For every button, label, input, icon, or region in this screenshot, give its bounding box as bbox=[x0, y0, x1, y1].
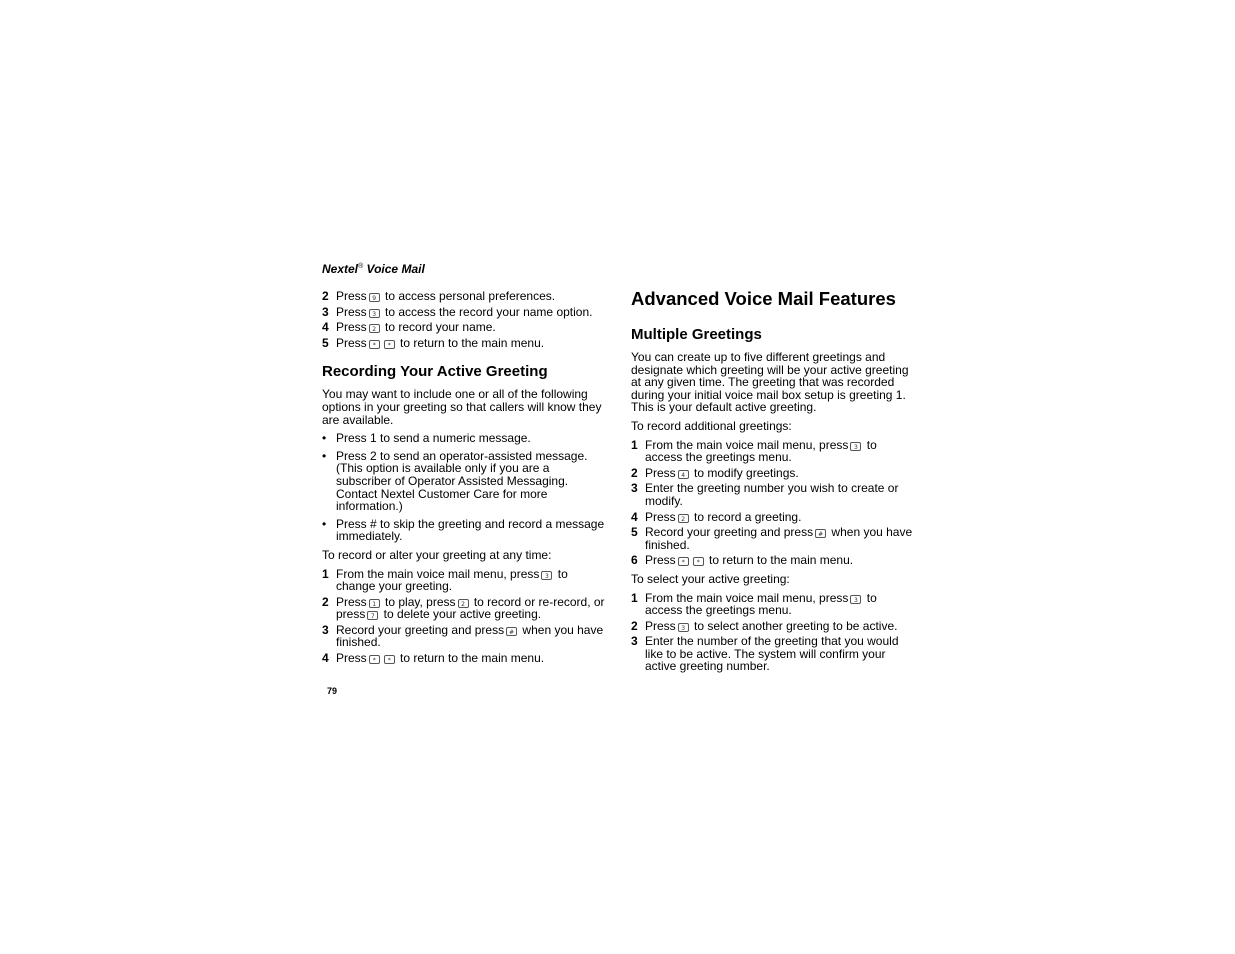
bullet-icon: • bbox=[322, 431, 327, 446]
bullet-icon: • bbox=[322, 448, 327, 463]
list-item: 6 Press * * to return to the main menu. bbox=[631, 553, 854, 568]
bullet-list bbox=[322, 432, 606, 543]
list-item: 5 Press * * to return to the main menu. bbox=[322, 335, 545, 350]
list-item: 2 Press 4 to modify greetings. bbox=[631, 465, 799, 480]
keypad-key-icon: 2 bbox=[458, 599, 469, 608]
keypad-key-icon: 3 bbox=[850, 595, 861, 604]
left-column bbox=[322, 290, 606, 671]
keypad-key-icon: * bbox=[384, 655, 395, 664]
keypad-key-icon: 9 bbox=[369, 293, 380, 302]
section-title: Multiple Greetings bbox=[631, 326, 762, 343]
list-item: 1 From the main voice mail menu, press 3 to access the greetings menu. bbox=[631, 590, 877, 618]
header-brand: Nextel bbox=[322, 262, 359, 276]
page-title: Advanced Voice Mail Features bbox=[631, 288, 896, 309]
keypad-key-icon: 3 bbox=[369, 309, 380, 318]
list-item: • Press 2 to send an operator-assisted message. (This option is available only if you are a subscriber of Operator Assisted Messaging. Contact Nextel Customer Care for more information.) bbox=[322, 448, 588, 514]
list-item: 3 Enter the greeting number you wish to create or modify. bbox=[631, 481, 899, 508]
keypad-key-icon: * bbox=[369, 655, 380, 664]
list-item: 4 Press * * to return to the main menu. bbox=[322, 651, 545, 666]
running-header bbox=[322, 262, 425, 276]
list-item: 2 Press 3 to select another greeting to be active. bbox=[631, 618, 898, 633]
list-item: • Press 1 to send a numeric message. bbox=[322, 431, 531, 446]
alter-steps bbox=[322, 568, 606, 665]
header-section: Voice Mail bbox=[363, 262, 425, 276]
keypad-key-icon: 7 bbox=[367, 611, 378, 620]
additional-steps bbox=[631, 439, 913, 567]
right-column bbox=[631, 288, 913, 679]
paragraph: You may want to include one or all of the following options in your greeting so that callers will know they are available. bbox=[322, 387, 602, 427]
list-item: 3 Enter the number of the greeting that you would like to be active. The system will confirm your active greeting number. bbox=[631, 634, 899, 674]
keypad-key-icon: * bbox=[369, 340, 380, 349]
keypad-key-icon: 1 bbox=[369, 599, 380, 608]
list-item: 4 Press 2 to record a greeting. bbox=[631, 509, 802, 524]
keypad-key-icon: 2 bbox=[678, 514, 689, 523]
intro-steps bbox=[322, 290, 606, 349]
list-item: 5 Record your greeting and press # when you have finished. bbox=[631, 525, 913, 552]
list-item: 3 Press 3 to access the record your name option. bbox=[322, 304, 593, 319]
list-item: 1 From the main voice mail menu, press 3 to access the greetings menu. bbox=[631, 437, 877, 465]
keypad-key-icon: # bbox=[815, 529, 826, 538]
keypad-key-icon: 3 bbox=[678, 623, 689, 632]
bullet-icon: • bbox=[322, 516, 327, 531]
keypad-key-icon: * bbox=[693, 557, 704, 566]
keypad-key-icon: 4 bbox=[678, 470, 689, 479]
keypad-key-icon: 3 bbox=[541, 571, 552, 580]
paragraph: To record or alter your greeting at any time: bbox=[322, 547, 552, 562]
header-reg-mark: ® bbox=[358, 263, 364, 270]
keypad-key-icon: * bbox=[384, 340, 395, 349]
list-item: 2 Press 1 to play, press 2 to record or re-record, or press 7 to delete your active greeting. bbox=[322, 594, 605, 622]
list-item: 4 Press 2 to record your name. bbox=[322, 320, 496, 335]
keypad-key-icon: # bbox=[506, 627, 517, 636]
list-item: 1 From the main voice mail menu, press 3 to change your greeting. bbox=[322, 566, 568, 594]
paragraph: You can create up to five different greetings and designate which greeting will be your active greeting at any given time. The greeting that was recorded during your initial voice mail box setup is greeting 1. This is your default active greeting. bbox=[631, 350, 909, 415]
page-number: 79 bbox=[327, 686, 338, 696]
select-steps bbox=[631, 592, 913, 674]
list-item: 3 Record your greeting and press # when you have finished. bbox=[322, 622, 604, 650]
keypad-key-icon: 3 bbox=[850, 442, 861, 451]
keypad-key-icon: 2 bbox=[369, 324, 380, 333]
section-title: Recording Your Active Greeting bbox=[322, 363, 548, 381]
keypad-key-icon: * bbox=[678, 557, 689, 566]
list-item: • Press # to skip the greeting and record a message immediately. bbox=[322, 516, 605, 544]
paragraph: To record additional greetings: bbox=[631, 418, 792, 433]
list-item: 2 Press 9 to access personal preferences. bbox=[322, 289, 556, 303]
paragraph: To select your active greeting: bbox=[631, 571, 790, 586]
